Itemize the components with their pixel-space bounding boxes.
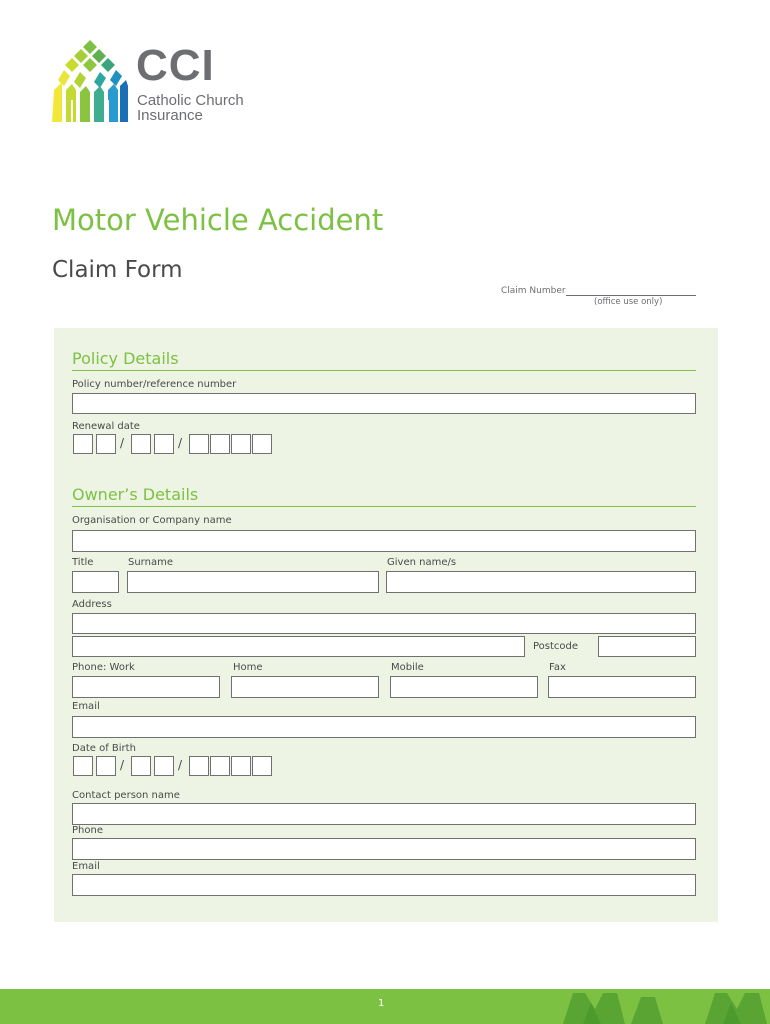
address-label: Address — [72, 599, 112, 610]
dob-month-digit-2[interactable] — [154, 756, 174, 776]
postcode-input[interactable] — [598, 636, 696, 657]
title-label: Title — [72, 557, 94, 568]
page-number: 1 — [378, 998, 385, 1009]
phone-home-label: Home — [233, 662, 263, 673]
document-title: Motor Vehicle Accident — [52, 203, 384, 237]
date-separator: / — [120, 436, 125, 450]
dob-day-digit-1[interactable] — [73, 756, 93, 776]
address-line-1-input[interactable] — [72, 613, 696, 634]
org-name-input[interactable] — [72, 530, 696, 552]
phone-mobile-input[interactable] — [390, 676, 538, 698]
fax-input[interactable] — [548, 676, 696, 698]
given-names-label: Given name/s — [387, 557, 457, 568]
email-input[interactable] — [72, 716, 696, 738]
given-names-input[interactable] — [386, 571, 696, 593]
policy-section-heading: Policy Details — [72, 349, 179, 368]
renewal-month-digit-1[interactable] — [131, 434, 151, 454]
phone-work-label: Phone: Work — [72, 662, 135, 673]
renewal-date-label: Renewal date — [72, 421, 140, 432]
owner-section-rule — [72, 506, 696, 507]
policy-section-rule — [72, 370, 696, 371]
title-input[interactable] — [72, 571, 119, 593]
dob-year-digit-2[interactable] — [210, 756, 230, 776]
contact-name-input[interactable] — [72, 803, 696, 825]
date-separator: / — [178, 758, 183, 772]
date-separator: / — [178, 436, 183, 450]
org-name-label: Organisation or Company name — [72, 515, 232, 526]
renewal-year-digit-1[interactable] — [189, 434, 209, 454]
renewal-day-digit-2[interactable] — [96, 434, 116, 454]
claim-number-label: Claim Number — [501, 286, 566, 296]
postcode-label: Postcode — [533, 641, 579, 652]
dob-label: Date of Birth — [72, 743, 136, 754]
renewal-year-digit-2[interactable] — [210, 434, 230, 454]
surname-input[interactable] — [127, 571, 379, 593]
renewal-year-digit-4[interactable] — [252, 434, 272, 454]
cci-logo-mark — [50, 40, 130, 122]
logo-abbrev: CCI — [136, 41, 215, 90]
contact-name-label: Contact person name — [72, 790, 180, 801]
contact-phone-input[interactable] — [72, 838, 696, 860]
surname-label: Surname — [128, 557, 173, 568]
policy-number-input[interactable] — [72, 393, 696, 414]
renewal-day-digit-1[interactable] — [73, 434, 93, 454]
claim-number-field[interactable] — [566, 295, 696, 296]
renewal-year-digit-3[interactable] — [231, 434, 251, 454]
dob-month-digit-1[interactable] — [131, 756, 151, 776]
contact-email-input[interactable] — [72, 874, 696, 896]
dob-year-digit-3[interactable] — [231, 756, 251, 776]
renewal-month-digit-2[interactable] — [154, 434, 174, 454]
dob-year-digit-1[interactable] — [189, 756, 209, 776]
dob-day-digit-2[interactable] — [96, 756, 116, 776]
document-subtitle: Claim Form — [52, 257, 183, 283]
phone-home-input[interactable] — [231, 676, 379, 698]
logo-line-1: Catholic Church — [137, 92, 244, 109]
owner-section-heading: Owner’s Details — [72, 485, 199, 504]
claim-number-note: (office use only) — [594, 297, 663, 307]
footer-pattern — [555, 989, 770, 1024]
fax-label: Fax — [549, 662, 566, 673]
contact-phone-label: Phone — [72, 825, 103, 836]
email-label: Email — [72, 701, 100, 712]
contact-email-label: Email — [72, 861, 100, 872]
dob-year-digit-4[interactable] — [252, 756, 272, 776]
policy-number-label: Policy number/reference number — [72, 379, 237, 390]
logo-line-2: Insurance — [137, 107, 203, 124]
phone-mobile-label: Mobile — [391, 662, 424, 673]
phone-work-input[interactable] — [72, 676, 220, 698]
address-line-2-input[interactable] — [72, 636, 525, 657]
date-separator: / — [120, 758, 125, 772]
